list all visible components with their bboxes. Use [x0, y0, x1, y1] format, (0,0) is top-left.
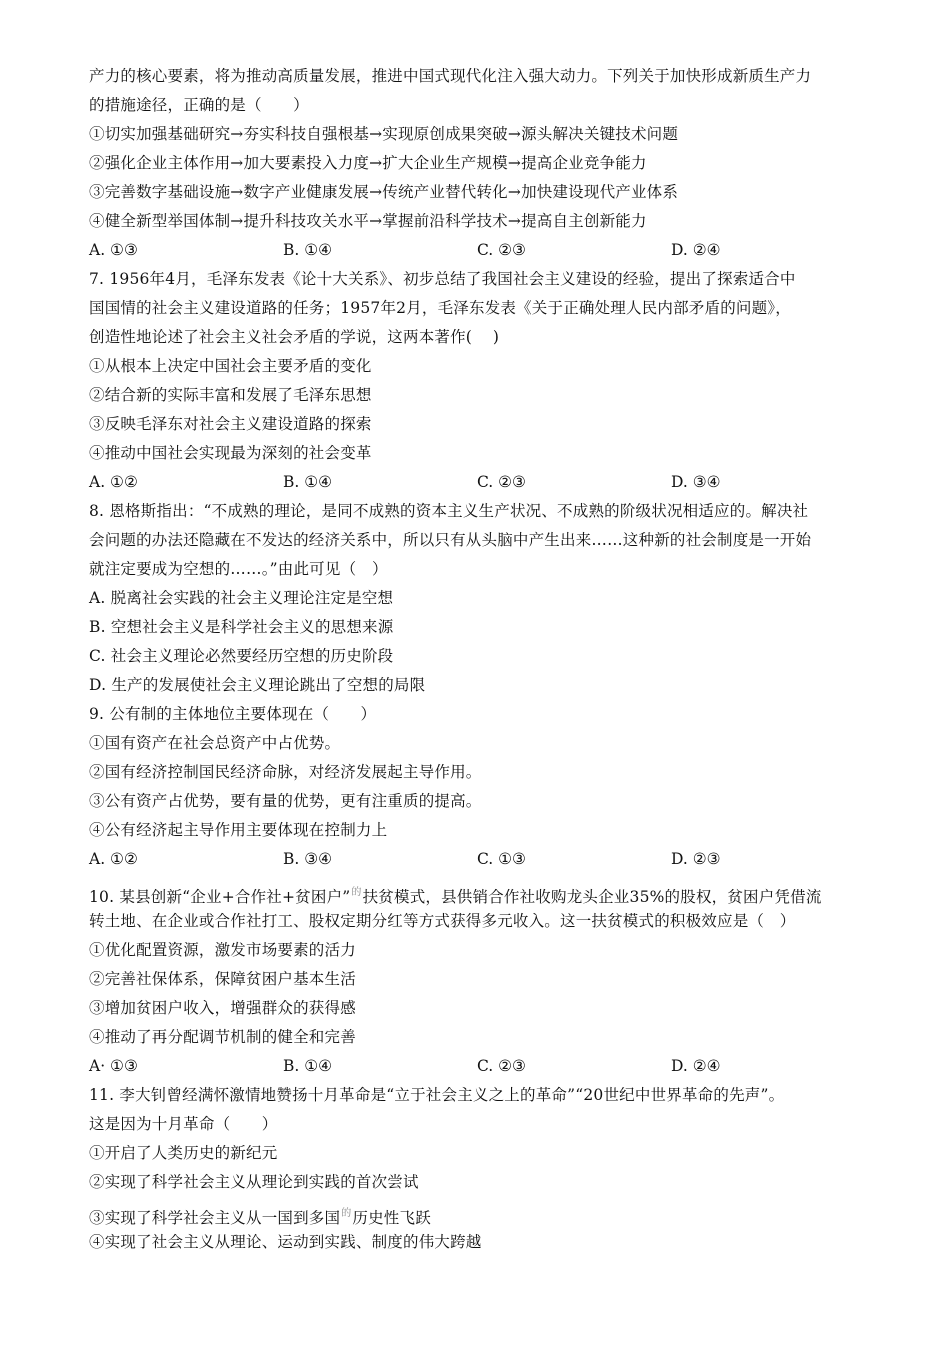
statement-item: ②结合新的实际丰富和发展了毛泽东思想	[89, 386, 372, 404]
option-a: A. ①②	[89, 473, 138, 491]
question-stem-line: 7. 1956年4月，毛泽东发表《论十大关系》、初步总结了我国社会主义建设的经验，提出了探索适合中	[89, 270, 796, 288]
statement-item: ③反映毛泽东对社会主义建设道路的探索	[89, 415, 372, 433]
statement-item: ①从根本上决定中国社会主要矛盾的变化	[89, 357, 372, 375]
option-d: D. ②④	[671, 1057, 721, 1075]
option-b: B. ③④	[283, 850, 333, 868]
stem-text: 10. 某县创新“企业+合作社+贫困户”	[89, 888, 351, 906]
statement-item: ③增加贫困户收入，增强群众的获得感	[89, 999, 356, 1017]
option-d: D. ②④	[671, 241, 721, 259]
item-text: ③实现了科学社会主义从一国到多国	[89, 1209, 341, 1227]
question-stem-line: 会问题的办法还隐藏在不发达的经济关系中，所以只有从头脑中产生出来……这种新的社会制度是一开始	[89, 531, 812, 549]
exam-page	[89, 62, 879, 1257]
item-text: 历史性飞跃	[352, 1209, 431, 1227]
question-stem-line: 的措施途径，正确的是（ ）	[89, 96, 309, 114]
question-8	[89, 497, 879, 700]
question-7	[89, 265, 879, 497]
option-a: A. ①②	[89, 850, 138, 868]
superscript-artifact: 的	[341, 1208, 352, 1219]
statement-item: ②实现了科学社会主义从理论到实践的首次尝试	[89, 1173, 419, 1191]
statement-item: ④推动中国社会实现最为深刻的社会变革	[89, 444, 372, 462]
question-stem-line: 8. 恩格斯指出：“不成熟的理论，是同不成熟的资本主义生产状况、不成熟的阶级状况相适应的。解决社	[89, 502, 809, 520]
statement-item: ②强化企业主体作用→加大要素投入力度→扩大企业生产规模→提高企业竞争能力	[89, 154, 647, 172]
question-stem-line: 产力的核心要素，将为推动高质量发展，推进中国式现代化注入强大动力。下列关于加快形成新质生产力	[89, 67, 812, 85]
option-b: B. 空想社会主义是科学社会主义的思想来源	[89, 618, 394, 636]
statement-item: ④推动了再分配调节机制的健全和完善	[89, 1028, 356, 1046]
option-d: D. 生产的发展使社会主义理论跳出了空想的局限	[89, 676, 426, 694]
stem-text: 扶贫模式，县供销合作社收购龙头企业35%的股权，贫困户凭借流	[362, 888, 822, 906]
question-11	[89, 1081, 879, 1257]
option-b: B. ①④	[283, 1057, 333, 1075]
option-c: C. 社会主义理论必然要经历空想的历史阶段	[89, 647, 394, 665]
option-c: C. ②③	[477, 1057, 526, 1075]
statement-item: ④实现了社会主义从理论、运动到实践、制度的伟大跨越	[89, 1233, 482, 1251]
statement-item: ③完善数字基础设施→数字产业健康发展→传统产业替代转化→加快建设现代产业体系	[89, 183, 679, 201]
statement-item: ①国有资产在社会总资产中占优势。	[89, 734, 341, 752]
statement-item: ④公有经济起主导作用主要体现在控制力上	[89, 821, 388, 839]
option-b: B. ①④	[283, 473, 333, 491]
answer-options	[89, 236, 879, 265]
statement-item: ①切实加强基础研究→夯实科技自强根基→实现原创成果突破→源头解决关键技术问题	[89, 125, 679, 143]
question-stem-line: 转土地、在企业或合作社打工、股权定期分红等方式获得多元收入。这一扶贫模式的积极效应是（ ）	[89, 912, 796, 930]
statement-item: ②完善社保体系，保障贫困户基本生活	[89, 970, 356, 988]
question-stem-line: 9. 公有制的主体地位主要体现在（ ）	[89, 705, 377, 723]
answer-options	[89, 1052, 879, 1081]
option-c: C. ①③	[477, 850, 526, 868]
question-9	[89, 700, 879, 874]
option-c: C. ②③	[477, 241, 526, 259]
option-a: A. 脱离社会实践的社会主义理论注定是空想	[89, 589, 394, 607]
question-stem-line: 这是因为十月革命（ ）	[89, 1115, 278, 1133]
statement-item: ①优化配置资源，激发市场要素的活力	[89, 941, 356, 959]
statement-item: ③公有资产占优势，要有量的优势，更有注重质的提高。	[89, 792, 482, 810]
superscript-artifact: 的	[351, 887, 362, 898]
answer-options	[89, 468, 879, 497]
option-d: D. ③④	[671, 473, 721, 491]
option-d: D. ②③	[671, 850, 721, 868]
statement-item	[89, 1199, 879, 1228]
question-stem-line: 创造性地论述了社会主义社会矛盾的学说，这两本著作( )	[89, 328, 500, 346]
statement-item: ①开启了人类历史的新纪元	[89, 1144, 278, 1162]
question-stem-line: 国国情的社会主义建设道路的任务；1957年2月，毛泽东发表《关于正确处理人民内部矛盾的问题》，	[89, 299, 791, 317]
question-6	[89, 62, 879, 265]
question-10	[89, 878, 879, 1081]
question-stem-line: 11. 李大钊曾经满怀激情地赞扬十月革命是“立于社会主义之上的革命”“20世纪中世界革命的先声”。	[89, 1086, 785, 1104]
statement-item: ②国有经济控制国民经济命脉，对经济发展起主导作用。	[89, 763, 482, 781]
answer-options	[89, 845, 879, 874]
option-b: B. ①④	[283, 241, 333, 259]
question-stem-line	[89, 878, 879, 907]
option-c: C. ②③	[477, 473, 526, 491]
question-stem-line: 就注定要成为空想的……。”由此可见（ ）	[89, 560, 388, 578]
statement-item: ④健全新型举国体制→提升科技攻关水平→掌握前沿科学技术→提高自主创新能力	[89, 212, 647, 230]
option-a: A. ①③	[89, 241, 138, 259]
option-a: A· ①③	[89, 1057, 138, 1075]
